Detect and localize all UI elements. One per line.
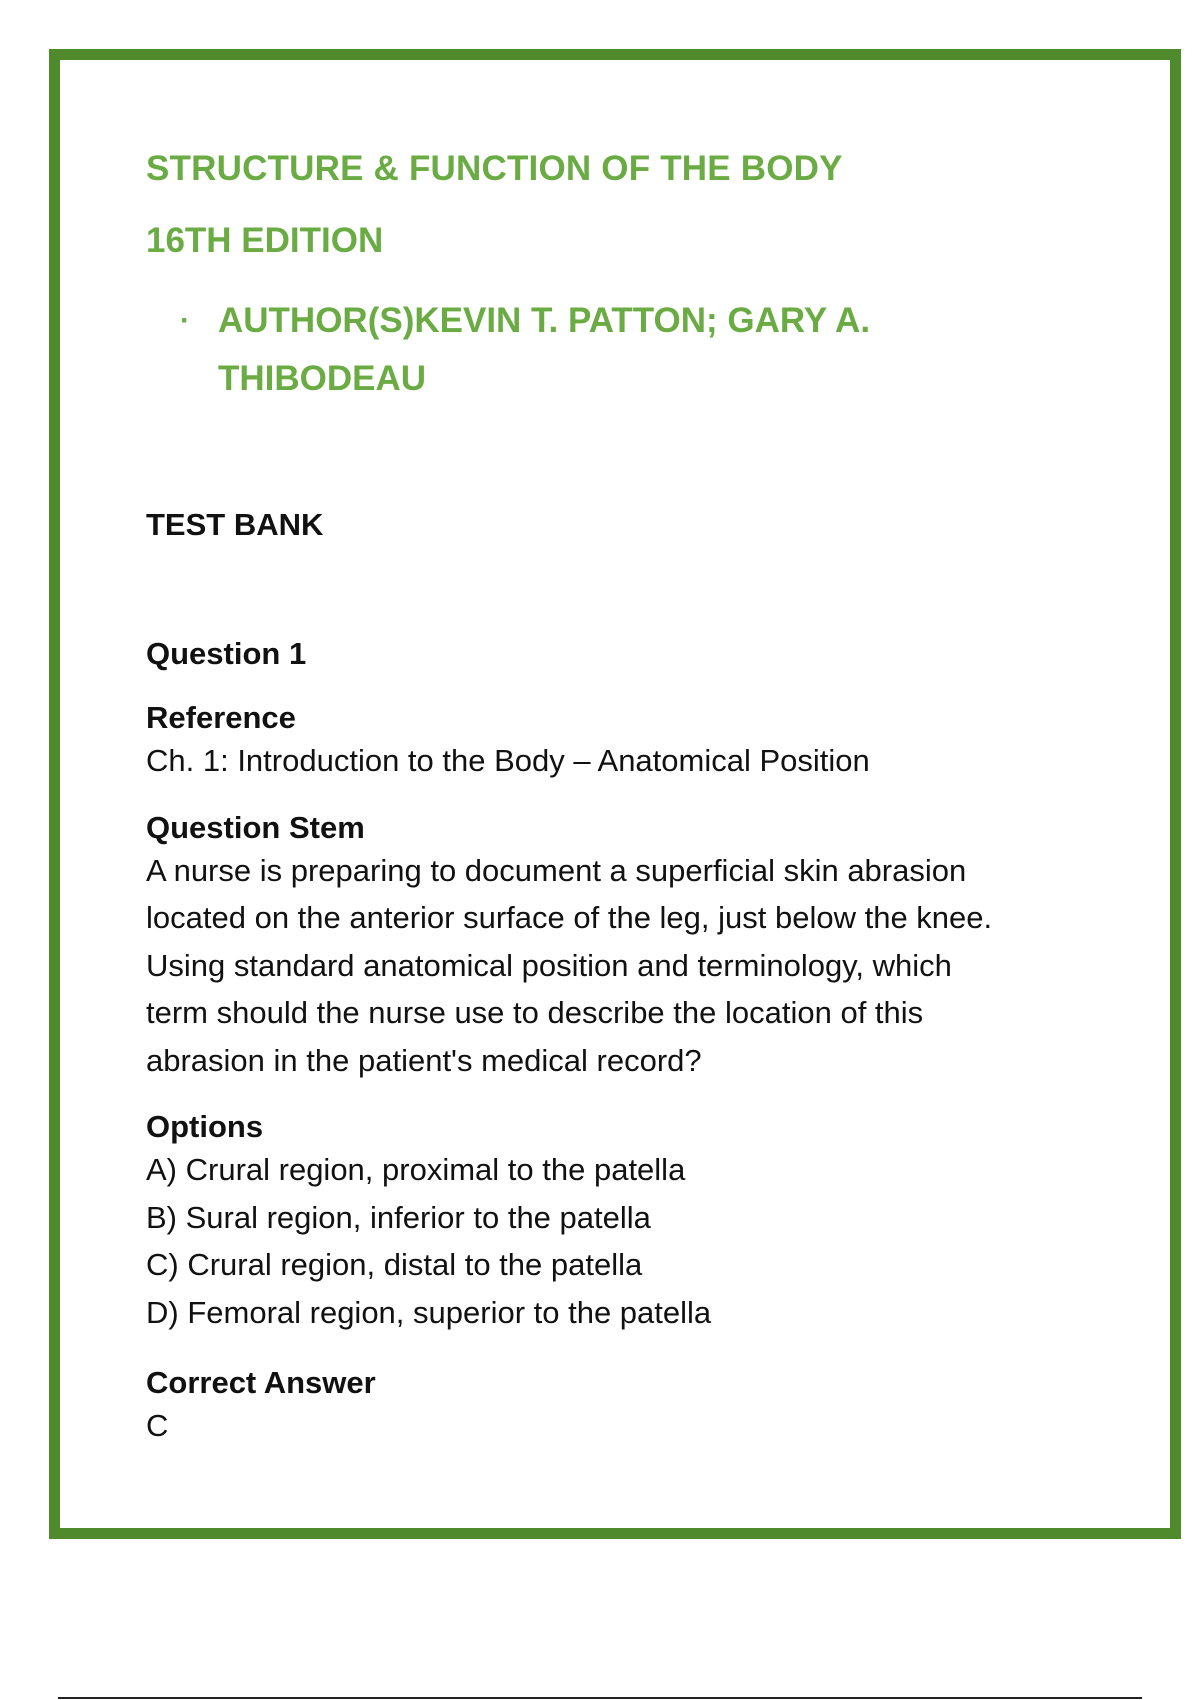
stem-line: Using standard anatomical position and terminology, which (146, 947, 952, 983)
author-line-1: AUTHOR(S)KEVIN T. PATTON; GARY A. (218, 301, 871, 340)
reference-label: Reference (146, 700, 296, 735)
stem-line: A nurse is preparing to document a superficial skin abrasion (146, 852, 967, 888)
bullet-icon: · (180, 304, 190, 337)
options-label: Options (146, 1109, 264, 1144)
reference-section (146, 699, 1096, 785)
author-list-item (146, 292, 1096, 408)
book-edition: 16TH EDITION (146, 221, 384, 260)
correct-answer-section (146, 1364, 1096, 1450)
question-stem-text (146, 847, 1096, 1085)
question-stem-section (146, 809, 1096, 1085)
option-a: A) Crural region, proximal to the patella (146, 1152, 686, 1187)
test-bank-label: TEST BANK (146, 507, 324, 542)
option-c: C) Crural region, distal to the patella (146, 1247, 643, 1282)
author-line-2: THIBODEAU (218, 359, 427, 398)
stem-line: abrasion in the patient's medical record? (146, 1042, 702, 1078)
option-b: B) Sural region, inferior to the patella (146, 1199, 651, 1235)
question-number: Question 1 (146, 636, 307, 671)
document-content (146, 148, 1096, 1450)
stem-line: located on the anterior surface of the leg, just below the knee. (146, 900, 993, 935)
book-title: STRUCTURE & FUNCTION OF THE BODY (146, 149, 843, 188)
option-d: D) Femoral region, superior to the patella (146, 1294, 712, 1330)
stem-line: term should the nurse use to describe the location of this (146, 995, 924, 1030)
question-stem-label: Question Stem (146, 809, 365, 845)
correct-answer-label: Correct Answer (146, 1365, 376, 1400)
footer-divider (58, 1697, 1142, 1699)
author-names (218, 292, 958, 408)
options-section (146, 1108, 1096, 1336)
reference-text: Ch. 1: Introduction to the Body – Anatomical Position (146, 743, 870, 778)
options-list (146, 1146, 1096, 1336)
correct-answer-value: C (146, 1408, 169, 1443)
